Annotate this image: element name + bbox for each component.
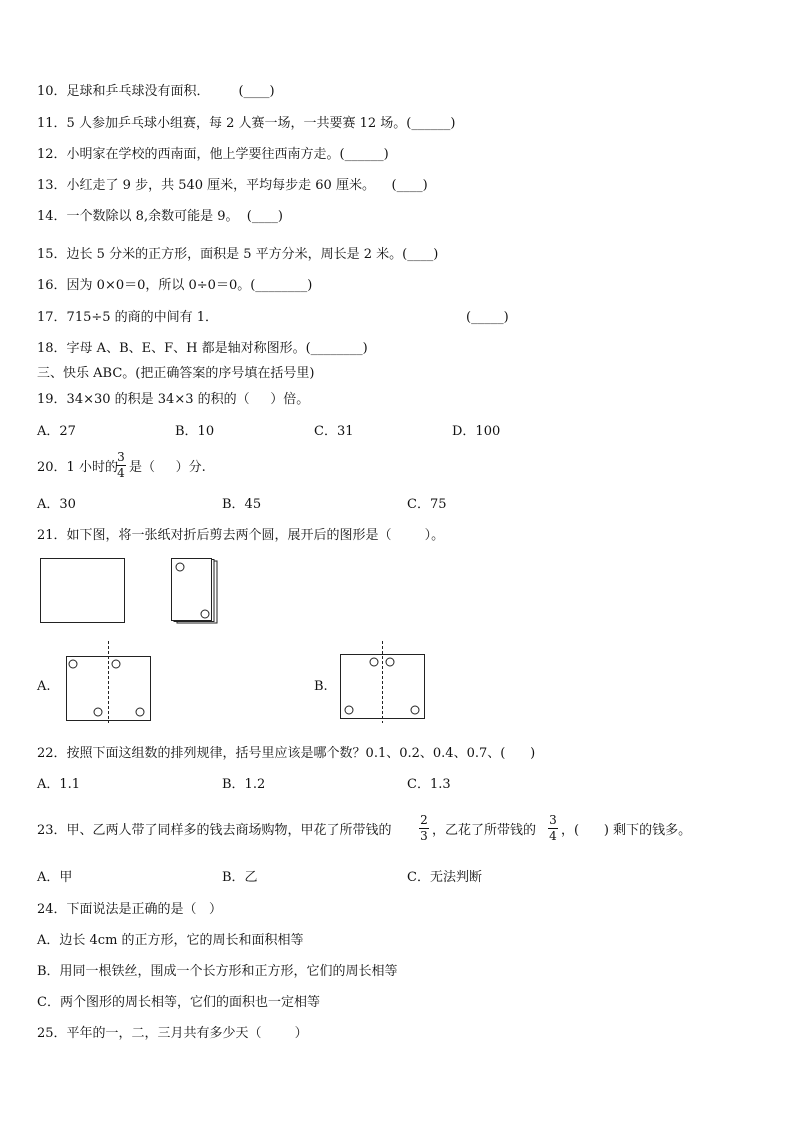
folded-paper-figure (171, 558, 221, 626)
question-12: 12．小明家在学校的西南面，他上学要往西南方走。(______) (37, 147, 389, 162)
q20-option-b: B．45 (222, 497, 262, 512)
q19-option-a: A．27 (37, 424, 76, 439)
q23-fraction-2-denominator: 4 (549, 829, 557, 843)
q24-option-a: A．边长 4cm 的正方形，它的周长和面积相等 (37, 933, 304, 948)
question-13: 13．小红走了 9 步，共 540 厘米，平均每步走 60 厘米。 (____) (37, 178, 428, 193)
q19-option-c: C．31 (314, 424, 354, 439)
question-23-suffix: ，( ) 剩下的钱多。 (561, 823, 692, 838)
q23-option-a: A．甲 (37, 870, 73, 885)
q24-option-c: C．两个图形的周长相等，它们的面积也一定相等 (37, 995, 320, 1010)
q20-fraction-numerator: 3 (117, 450, 125, 464)
q23-fraction-1-numerator: 2 (420, 813, 428, 827)
q20-fraction-denominator: 4 (117, 466, 125, 480)
question-25: 25．平年的一，二，三月共有多少天（ ） (37, 1026, 308, 1041)
q21-option-a-figure (64, 641, 154, 723)
q23-fraction-2-numerator: 3 (549, 813, 557, 827)
question-20-suffix: 是（ ）分. (129, 460, 206, 475)
q19-option-b: B．10 (175, 424, 215, 439)
q24-option-b: B．用同一根铁丝，围成一个长方形和正方形，它们的周长相等 (37, 964, 398, 979)
q23-option-b: B．乙 (222, 870, 258, 885)
section-3-heading: 三、快乐 ABC。(把正确答案的序号填在括号里) (37, 366, 315, 381)
question-24: 24．下面说法是正确的是（ ） (37, 902, 222, 917)
question-11: 11．5 人参加乒乓球小组赛，每 2 人赛一场，一共要赛 12 场。(______) (37, 116, 456, 131)
q23-fraction-2 (548, 814, 558, 843)
question-20-prefix: 20．1 小时的 (37, 460, 118, 475)
q19-option-d: D．100 (452, 424, 501, 439)
q22-option-a: A．1.1 (37, 777, 81, 792)
q21-option-b-label: B. (314, 679, 328, 694)
q20-option-c: C．75 (407, 497, 447, 512)
q20-fraction (116, 451, 126, 480)
question-23-middle: ，乙花了所带钱的 (432, 823, 537, 838)
question-19: 19．34×30 的积是 34×3 的积的（ ）倍。 (37, 392, 310, 407)
q23-fraction-1-denominator: 3 (420, 829, 428, 843)
question-16: 16．因为 0×0＝0，所以 0÷0＝0。(________) (37, 278, 313, 293)
question-17-blank: (_____) (466, 310, 509, 325)
question-10: 10．足球和乒乓球没有面积． (____) (37, 84, 275, 99)
unfolded-paper-figure (40, 558, 126, 624)
question-23-prefix: 23．甲、乙两人带了同样多的钱去商场购物，甲花了所带钱的 (37, 823, 392, 838)
question-14: 14．一个数除以 8,余数可能是 9。 (____) (37, 209, 283, 224)
question-17: 17．715÷5 的商的中间有 1． (37, 310, 219, 325)
q20-option-a: A．30 (37, 497, 76, 512)
question-22: 22．按照下面这组数的排列规律，括号里应该是哪个数？0.1、0.2、0.4、0.7、( ) (37, 746, 536, 761)
q21-option-b-figure (338, 641, 428, 723)
q22-option-c: C．1.3 (407, 777, 451, 792)
question-15: 15．边长 5 分米的正方形，面积是 5 平方分米，周长是 2 米。(____) (37, 247, 439, 262)
q23-option-c: C．无法判断 (407, 870, 482, 885)
q22-option-b: B．1.2 (222, 777, 266, 792)
q21-option-a-label: A. (37, 679, 51, 694)
question-18: 18．字母 A、B、E、F、H 都是轴对称图形。(________) (37, 341, 368, 356)
question-21: 21．如下图，将一张纸对折后剪去两个圆，展开后的图形是（ ）。 (37, 528, 445, 543)
q23-fraction-1 (419, 814, 429, 843)
